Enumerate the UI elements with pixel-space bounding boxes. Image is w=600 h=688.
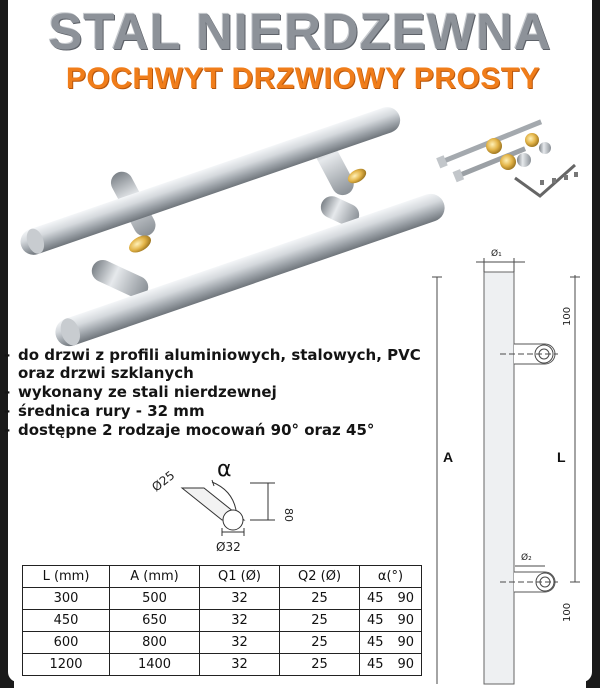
cell-alpha: [360, 632, 422, 654]
feature-list: [4, 346, 434, 440]
alpha-90: 90: [397, 591, 415, 606]
alpha-45: 45: [366, 613, 384, 628]
cell-a: 800: [110, 632, 200, 654]
diameter-top-label: Ø25: [149, 468, 178, 495]
table-row: [23, 632, 422, 654]
table-row: [23, 610, 422, 632]
cell-l: 300: [23, 588, 110, 610]
cell-alpha: [360, 588, 422, 610]
alpha-45: 45: [366, 591, 384, 606]
height-label: 80: [282, 508, 295, 522]
cell-l: 1200: [23, 654, 110, 676]
alpha-90: 90: [397, 635, 415, 650]
cell-a: 1400: [110, 654, 200, 676]
bottom-offset-label: 100: [562, 602, 573, 622]
table-row: [23, 588, 422, 610]
feature-item: - do drzwi z profili aluminiowych, stalowych, PVC oraz drzwi szklanych: [4, 346, 434, 382]
cell-q2: 25: [280, 610, 360, 632]
cell-a: 500: [110, 588, 200, 610]
cell-q2: 25: [280, 654, 360, 676]
feature-item: - wykonany ze stali nierdzewnej: [4, 383, 434, 401]
cell-q1: 32: [199, 588, 279, 610]
table-row: [23, 654, 422, 676]
alpha-label: α: [217, 457, 232, 482]
alpha-45: 45: [366, 635, 384, 650]
alpha-45: 45: [366, 657, 384, 672]
alpha-90: 90: [397, 613, 415, 628]
cell-l: 600: [23, 632, 110, 654]
cell-alpha: [360, 654, 422, 676]
page-title: STAL NIERDZEWNA: [48, 3, 552, 60]
feature-item: - dostępne 2 rodzaje mocowań 90° oraz 45°: [4, 421, 434, 439]
header-alpha: α(°): [360, 566, 422, 588]
cell-a: 650: [110, 610, 200, 632]
cell-l: 450: [23, 610, 110, 632]
cell-q2: 25: [280, 632, 360, 654]
header-q2: Q2 (Ø): [280, 566, 360, 588]
cell-q1: 32: [199, 610, 279, 632]
mounting-hardware: [436, 117, 578, 196]
angle-detail-diagram: [182, 480, 275, 536]
phi1-label: Ø₁: [491, 249, 502, 259]
dimension-l-label: L: [557, 449, 566, 465]
header-q1: Q1 (Ø): [199, 566, 279, 588]
cell-q1: 32: [199, 654, 279, 676]
page-subtitle: POCHWYT DRZWIOWY PROSTY: [65, 62, 541, 95]
phi2-label: Ø₂: [521, 553, 532, 563]
top-offset-label: 100: [562, 306, 573, 326]
diameter-bottom-label: Ø32: [216, 540, 241, 554]
feature-item: - średnica rury - 32 mm: [4, 402, 434, 420]
header-l: L (mm): [23, 566, 110, 588]
spec-table: [22, 565, 422, 676]
table-header-row: [23, 566, 422, 588]
cell-alpha: [360, 610, 422, 632]
side-diagram: [432, 258, 580, 684]
alpha-90: 90: [397, 657, 415, 672]
header-a: A (mm): [110, 566, 200, 588]
cell-q1: 32: [199, 632, 279, 654]
cell-q2: 25: [280, 588, 360, 610]
dimension-a-label: A: [443, 449, 454, 465]
